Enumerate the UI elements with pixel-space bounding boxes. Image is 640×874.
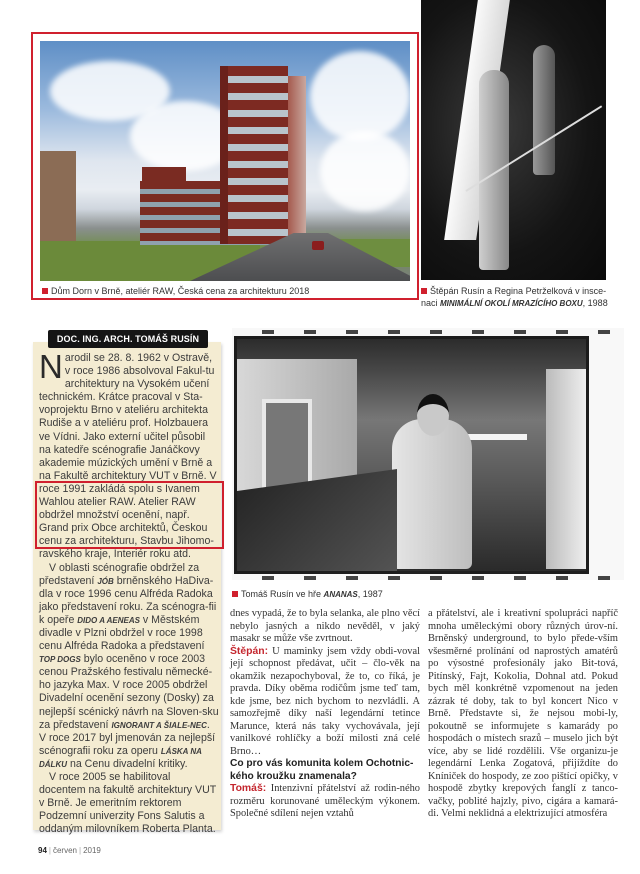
film-frame bbox=[234, 336, 589, 574]
photo-caption-ananas: Tomáš Rusín ve hře ANANAS, 1987 bbox=[232, 588, 383, 601]
red-square-bullet-icon bbox=[232, 591, 238, 597]
photo-caption-dum-dorn: Dům Dorn v Brně, ateliér RAW, Česká cena za architekturu 2018 bbox=[42, 285, 309, 297]
article-column-1 bbox=[230, 608, 420, 821]
red-square-bullet-icon bbox=[421, 288, 427, 294]
figure bbox=[479, 70, 509, 270]
article-column-2 bbox=[428, 608, 618, 821]
photo-stage-minimalni-okoli bbox=[421, 0, 606, 280]
film-sprocket bbox=[232, 330, 624, 334]
tower-building bbox=[220, 66, 288, 244]
bio-paragraph: V roce 2005 se habilitoval docentem na fakultě architektury VUT v Brně. Je emeritním rektorem Podzemní univerzity Fons Salutis a oddaným milovníkem Roberta Planta. bbox=[39, 771, 217, 836]
person bbox=[392, 419, 472, 569]
article-paragraph: Tomáš: Intenzivní přátelství až rodin-ného rozměru korunované uměleckým výkonem. Společné sdílení nejen vztahů bbox=[230, 783, 420, 819]
bio-title-tag: DOC. ING. ARCH. TOMÁŠ RUSÍN bbox=[48, 330, 208, 348]
page-number: 94 bbox=[38, 846, 47, 855]
article-paragraph: Štěpán: U maminky jsem vždy obdi-voval její schopnost předávat, učit – člo-věk na okamžik nezapochyboval, že to, co říká, je pravda. Díky oběma rodičům jsme teď tam, kde jsme, bez nich bychom to nezvládli. A samozřejmě díky naší legendární tetince Marunce, která nás taky vychovávala, její vanilkové rohlíčky a boží milosti zná celé Brno… bbox=[230, 645, 420, 757]
person-head bbox=[417, 394, 449, 436]
bio-paragraph: Narodil se 28. 8. 1962 v Ostravě, v roce 1986 absolvoval Fakul-tu architektury na Vysokém učení technickém. Krátce pracoval v Sta-voprojektu Brno v ateliéru architekta Rudiše a v ateliéru prof. Holzbauera ve Vídni. Jako externí učitel působil na katedře scénografie Janáčkovy akademie múzických umění v Brně a na Fakultě architektury VUT v Brně. V roce 1991 zakládá spolu s Ivanem Wahlou atelier RAW. Atelier RAW obdržel množství ocenění, např. Grand prix Obce architektů, Českou cenu za architekturu, Stavbu Jihomo-ravského kraje, Interiér roku atd. bbox=[39, 348, 217, 561]
red-square-bullet-icon bbox=[42, 288, 48, 294]
article-paragraph: dnes vypadá, že to byla selanka, ale plno věcí nebylo jasných a nikdo nevěděl, v jaký masakr se může vše zvrtnout. bbox=[230, 608, 420, 644]
cloud bbox=[310, 51, 410, 141]
tower-side bbox=[288, 76, 306, 244]
cloud bbox=[320, 131, 410, 211]
figure bbox=[533, 45, 555, 175]
photo-caption-stage: Štěpán Rusín a Regina Petrželková v insce-naci MINIMÁLNÍ OKOLÍ MRAZÍCÍHO BOXU, 1988 bbox=[421, 286, 608, 308]
left-building bbox=[40, 151, 76, 247]
bio-text bbox=[39, 348, 219, 836]
issue-year: 2019 bbox=[83, 846, 101, 855]
drop-cap: N bbox=[39, 348, 63, 385]
mid-building bbox=[142, 167, 186, 185]
ceiling-light bbox=[467, 434, 527, 440]
film-sprocket bbox=[232, 576, 624, 580]
photo-ananas bbox=[232, 328, 624, 580]
bio-paragraph: V oblasti scénografie obdržel za představení JÓB brněnského HaDiva-dla v roce 1996 cenu Alfréda Radoka jako představení roku. Za scénogra-fii k opeře DIDO A AENEAS v Městském divadle v Plzni obdržel v roce 1998 cenu Alfréda Radoka a představení TOP DOGS bylo oceněno v roce 2003 cenou Pražského festivalu německé-ho jazyka Max. V roce 2005 obdržel Divadelní ocenění sezony (Dosky) za nejlepší scénický návrh na Sloven-sku za představení IGNORANT A ŠIALE-NEC. V roce 2017 byl jmenován za nejlepší scénografii roku za operu LÁSKA NA DÁLKU na Cenu divadelní kritiky. bbox=[39, 561, 219, 770]
interview-question: Co pro vás komunita kolem Ochotnic-kého kroužku znamenala? bbox=[230, 758, 414, 782]
speaker-label: Štěpán: bbox=[230, 645, 269, 657]
wall bbox=[546, 369, 586, 569]
car bbox=[312, 241, 324, 250]
photo-dum-dorn bbox=[40, 41, 410, 281]
speaker-label: Tomáš: bbox=[230, 783, 267, 794]
page-footer: 94 | červen | 2019 bbox=[38, 846, 101, 855]
article-paragraph: a přátelství, ale i kreativní spolupráci napříč mnoha uměleckými obory různých úrov-ní. Brněnský underground, to bylo přede-vším všesměrné prolínání od naprostých amatérů po výsostné profesionály jako Bit-tová, Pitínský, Fajt, Kokolia, Dohnal atd. Pokud bych měl konkrétně vzpomenout na jeden zázrak té doby, tak to byl koncert Nico v Brně. Představte si, že nejsou mobi-ly, pokoutně se informujete s kamarády po hospodách o místech srazů – muselo jich být více, aby se lidé rozdělili. Vše organizu-je legendární Lenka Zogatová, přijíždíte do Kníniček do hospody, ze zoo pištící opičky, v hospodě zbytky krepových fanglí z tanco-vačky, poblité hajzly, pivo, cigára a kamará-di. Velmi neklidná a elektrizující atmosféra bbox=[428, 608, 618, 819]
issue-month: červen bbox=[52, 846, 77, 855]
